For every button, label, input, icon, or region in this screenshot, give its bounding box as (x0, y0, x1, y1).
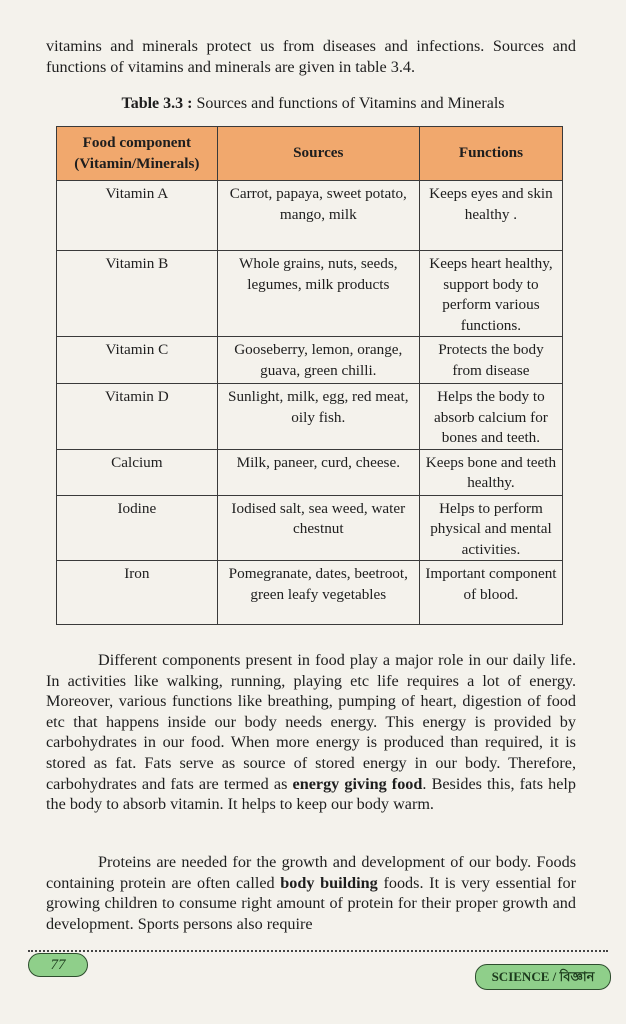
page-number-badge: 77 (28, 953, 88, 977)
table-row (57, 561, 563, 625)
component-cell: Iodine (57, 495, 218, 561)
intro-paragraph: vitamins and minerals protect us from diseases and infections. Sources and functions of vitamins and minerals are given in table 3.4. (46, 37, 576, 76)
component-cell: Vitamin B (57, 251, 218, 337)
vitamins-minerals-table (56, 126, 563, 625)
table-caption (0, 95, 626, 113)
component-cell: Vitamin D (57, 384, 218, 450)
energy-paragraph-text-end: . Besides this, fats help the body to absorb vitamin. It helps to keep our body warm. (46, 774, 576, 814)
sources-cell: Pomegranate, dates, beetroot, green leafy vegetables (217, 561, 419, 625)
body-building-term: body building (280, 873, 378, 892)
table-caption-text: Sources and functions of Vitamins and Minerals (192, 95, 505, 112)
functions-cell: Helps the body to absorb calcium for bones and teeth. (419, 384, 562, 450)
functions-cell: Important component of blood. (419, 561, 562, 625)
protein-paragraph (46, 852, 576, 934)
protein-paragraph-text-end: foods. It is very essential for growing children to consume right amount of protein for their proper growth and development. Sports persons also require (46, 873, 576, 933)
functions-cell: Keeps bone and teeth healthy. (419, 449, 562, 495)
header-sources: Sources (217, 127, 419, 181)
table-row (57, 449, 563, 495)
table-row (57, 251, 563, 337)
component-cell: Vitamin A (57, 181, 218, 251)
functions-cell: Helps to perform physical and mental activities. (419, 495, 562, 561)
component-cell: Iron (57, 561, 218, 625)
header-food-component (57, 127, 218, 181)
sources-cell: Milk, paneer, curd, cheese. (217, 449, 419, 495)
sources-cell: Iodised salt, sea weed, water chestnut (217, 495, 419, 561)
sources-cell: Whole grains, nuts, seeds, legumes, milk products (217, 251, 419, 337)
functions-cell: Protects the body from disease (419, 337, 562, 384)
footer-dotted-divider (28, 950, 608, 952)
table-row (57, 384, 563, 450)
component-cell: Vitamin C (57, 337, 218, 384)
table-row (57, 181, 563, 251)
sources-cell: Gooseberry, lemon, orange, guava, green chilli. (217, 337, 419, 384)
energy-paragraph-text: Different components present in food play a major role in our daily life. In activities like walking, running, playing etc life requires a lot of energy. Moreover, various functions like breathing, pumping of heart, digestion of food etc that happens inside our body needs energy. This energy is provided by carbohydrates in our food. When more energy is produced than required, it is stored as fat. Fats serve as source of stored energy in our body. Therefore, carbohydrates and fats are termed as (46, 651, 576, 793)
sources-cell: Sunlight, milk, egg, red meat, oily fish. (217, 384, 419, 450)
energy-paragraph (46, 650, 576, 815)
table-row (57, 337, 563, 384)
table-row (57, 495, 563, 561)
functions-cell: Keeps eyes and skin healthy . (419, 181, 562, 251)
table-caption-label: Table 3.3 : (121, 95, 193, 112)
header-food-component-line2: (Vitamin/Minerals) (74, 154, 200, 172)
table-header-row (57, 127, 563, 181)
header-food-component-line1: Food component (82, 134, 192, 151)
header-functions: Functions (419, 127, 562, 181)
functions-cell: Keeps heart healthy, support body to perform various functions. (419, 251, 562, 337)
subject-badge: SCIENCE / বিজ্ঞান (475, 964, 611, 990)
protein-paragraph-text: Proteins are needed for the growth and development of our body. Foods containing protein are often called (46, 853, 576, 892)
component-cell: Calcium (57, 449, 218, 495)
energy-giving-food-term: energy giving food (292, 774, 423, 793)
sources-cell: Carrot, papaya, sweet potato, mango, milk (217, 181, 419, 251)
